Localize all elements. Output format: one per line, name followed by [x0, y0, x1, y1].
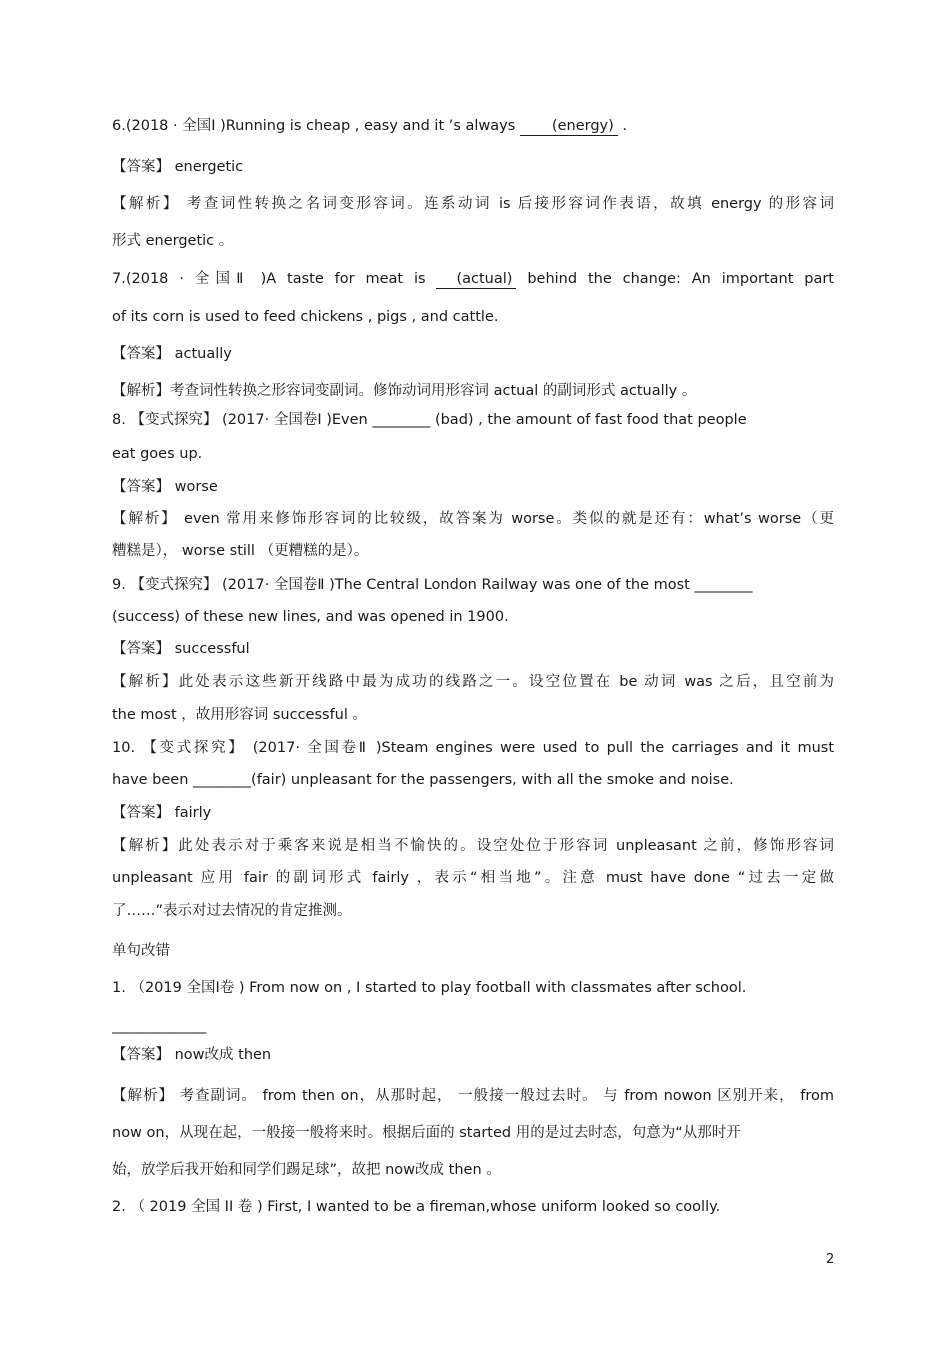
text-line — [112, 978, 834, 998]
text-line — [112, 116, 834, 136]
text-line — [112, 639, 834, 659]
text-line — [112, 410, 834, 430]
line-text: 6.(2018 · 全国Ⅰ )Running is cheap , easy and it ’s always — [112, 118, 516, 134]
line-text: 形式 energetic 。 — [112, 233, 234, 249]
line-text-after: . — [617, 118, 627, 134]
line-text: eat goes up. — [112, 446, 203, 462]
text-line — [112, 607, 834, 627]
line-text: the most ，故用形容词 successful 。 — [112, 707, 368, 723]
line-text: 8. 【变式探究】 (2017· 全国卷Ⅰ )Even ________ (bad) , the amount of fast food that people — [112, 412, 747, 428]
line-text: 10. 【变式探究】 (2017· 全国卷Ⅱ )Steam engines were used to pull the carriages and it must — [112, 740, 834, 756]
line-text: 【解析】 even 常用来修饰形容词的比较级，故答案为 worse。类似的就是还有：what’s worse（更 — [112, 511, 834, 527]
line-text: have been ________(fair) unpleasant for the passengers, with all the smoke and noise. — [112, 772, 734, 788]
text-line — [112, 1045, 834, 1065]
text-line — [112, 509, 834, 529]
text-line — [112, 157, 834, 177]
line-text: of its corn is used to feed chickens , pigs , and cattle. — [112, 309, 499, 325]
line-text: 2. （ 2019 全国 II 卷 ) First, I wanted to be a fireman,whose uniform looked so coolly. — [112, 1199, 721, 1215]
text-line — [112, 575, 834, 595]
line-text: 【解析】 考查副词。 from then on，从那时起， 一般接一般过去时。 与 from nowon 区别开来， from — [112, 1088, 834, 1104]
text-line — [112, 901, 834, 921]
line-text: 【答案】 fairly — [112, 805, 212, 821]
line-text: 糟糕是）， worse still （更糟糕的是）。 — [112, 543, 369, 559]
line-text: now on，从现在起，一般接一般将来时。根据后面的 started 用的是过去时态，句意为“从那时开 — [112, 1125, 741, 1141]
line-text: 1. （2019 全国Ⅰ卷 ) From now on , I started to play football with classmates after school. — [112, 980, 747, 996]
page-number: 2 — [826, 1252, 835, 1267]
fill-blank: (energy) — [520, 117, 618, 136]
line-text: 【解析】此处表示这些新开线路中最为成功的线路之一。设空位置在 be 动词 was 之后，且空前为 — [112, 674, 834, 690]
line-text: unpleasant 应用 fair 的副词形式 fairly ，表示“相当地”。注意 must have done “过去一定做 — [112, 870, 834, 886]
text-line — [112, 194, 834, 214]
text-line — [112, 770, 834, 790]
text-line — [112, 444, 834, 464]
line-text: 【答案】 worse — [112, 479, 218, 495]
text-line — [112, 1123, 834, 1143]
text-line — [112, 541, 834, 561]
line-text: 【解析】此处表示对于乘客来说是相当不愉快的。设空处位于形容词 unpleasant 之前，修饰形容词 — [112, 838, 834, 854]
text-line — [112, 803, 834, 823]
text-line — [112, 836, 834, 856]
line-text: (success) of these new lines, and was opened in 1900. — [112, 609, 509, 625]
line-text: 7.(2018 · 全国Ⅱ )A taste for meat is — [112, 271, 426, 287]
text-line — [112, 1086, 834, 1106]
text-line — [112, 1016, 834, 1036]
line-text: 【答案】 now改成 then — [112, 1047, 272, 1063]
text-line — [112, 941, 834, 961]
line-text: 【解析】 考查词性转换之名词变形容词。连系动词 is 后接形容词作表语，故填 energy 的形容词 — [112, 196, 834, 212]
text-line — [112, 231, 834, 251]
line-text: 9. 【变式探究】 (2017· 全国卷Ⅱ )The Central London Railway was one of the most ________ — [112, 577, 753, 593]
line-text-after: behind the change: An important part — [516, 271, 834, 287]
text-line — [112, 344, 834, 364]
line-text: 【答案】 successful — [112, 641, 250, 657]
text-line — [112, 307, 834, 327]
line-text: 始，放学后我开始和同学们踢足球”，故把 now改成 then 。 — [112, 1162, 501, 1178]
line-text: 【答案】 actually — [112, 346, 232, 362]
fill-blank: (actual) — [436, 270, 516, 289]
line-text: 【答案】 energetic — [112, 159, 244, 175]
text-line — [112, 269, 834, 289]
line-text: _____________ — [112, 1018, 207, 1034]
line-text: 了……”表示对过去情况的肯定推测。 — [112, 903, 352, 919]
text-line — [112, 477, 834, 497]
text-line — [112, 1160, 834, 1180]
text-line — [112, 1197, 834, 1217]
line-text: 单句改错 — [112, 943, 170, 959]
text-line — [112, 381, 834, 401]
text-line — [112, 868, 834, 888]
text-line — [112, 738, 834, 758]
text-line — [112, 672, 834, 692]
line-text: 【解析】考查词性转换之形容词变副词。修饰动词用形容词 actual 的副词形式 actually 。 — [112, 383, 697, 399]
text-line — [112, 705, 834, 725]
